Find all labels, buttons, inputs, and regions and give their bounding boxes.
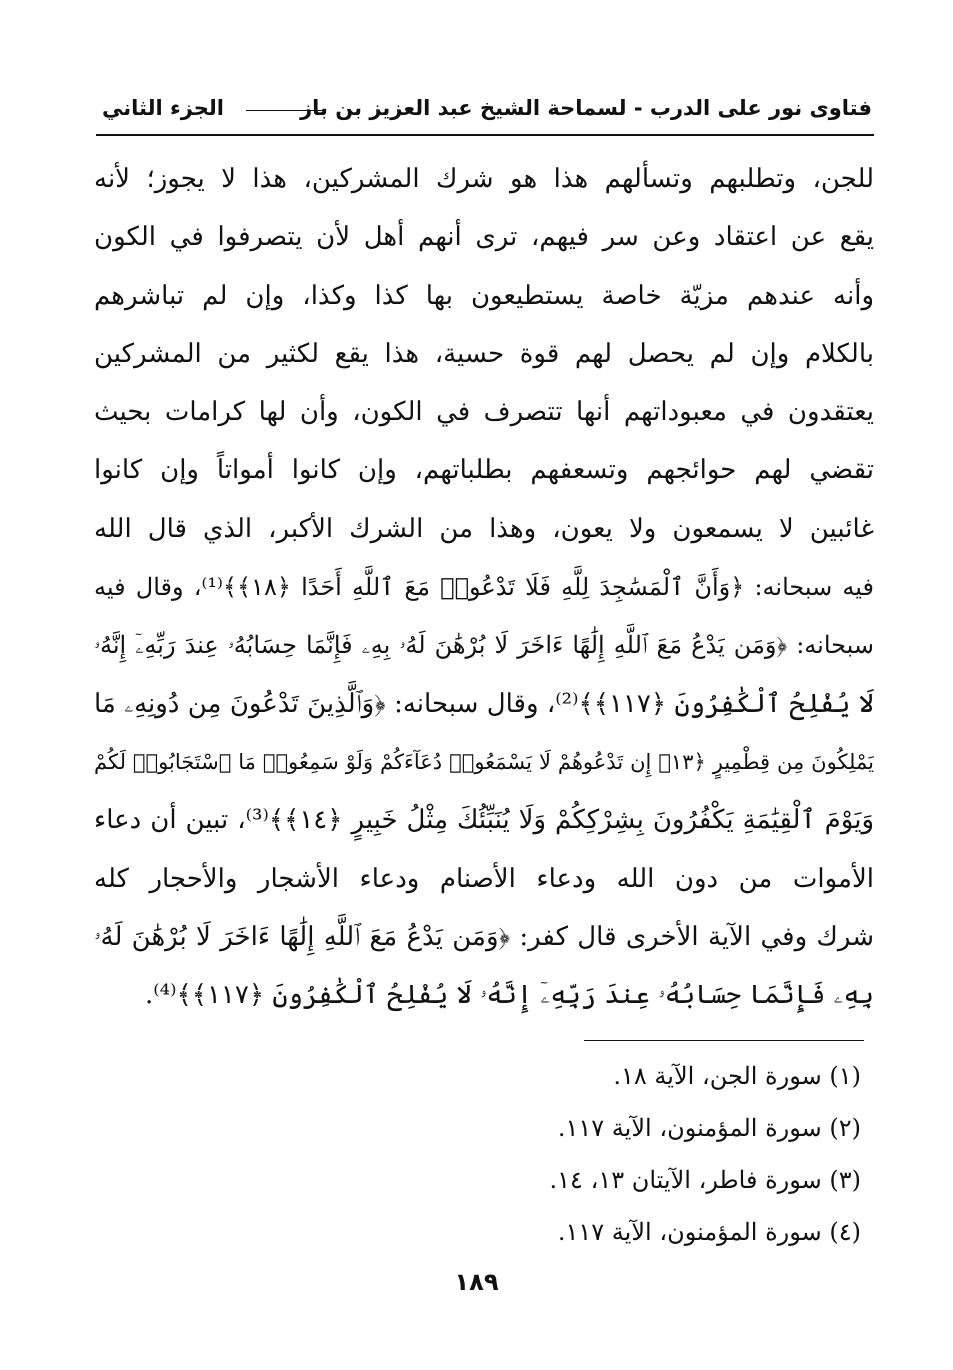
text-line: لَا يُفْلِحُ ٱلْكَٰفِرُونَ ﴿١١٧﴾﴾⁽²⁾، وقال سبحانه: ﴿وَٱلَّذِينَ تَدْعُونَ مِن دُونِهِۦ مَا [94, 688, 874, 719]
text-line: سبحانه: ﴿وَمَن يَدْعُ مَعَ ٱللَّهِ إِلَٰهًا ءَاخَرَ لَا بُرْهَٰنَ لَهُۥ بِهِۦ فَإِنَّمَا حِسَابُهُۥ عِندَ رَبِّهِۦٓ إِنَّهُۥ [94, 631, 874, 660]
header-dash-rule [246, 110, 326, 111]
footnotes [161, 1050, 861, 1258]
text-line: بالكلام وإن لم يحصل لهم قوة حسية، هذا يقع لكثير من المشركين [94, 338, 874, 369]
text-line: للجن، وتطلبهم وتسألهم هذا هو شرك المشركين، هذا لا يجوز؛ لأنه [94, 164, 874, 194]
page-number: ١٨٩ [454, 1268, 499, 1296]
text-line: وَيَوْمَ ٱلْقِيَٰمَةِ يَكْفُرُونَ بِشِرْكِكُمْ وَلَا يُنَبِّئُكَ مِثْلُ خَبِيرٍ ﴿١٤﴾﴾⁽³⁾، تبين أن دعاء [94, 805, 874, 836]
text-line: شرك وفي الآية الأخرى قال كفر: ﴿وَمَن يَدْعُ مَعَ ٱللَّهِ إِلَٰهًا ءَاخَرَ لَا بُرْهَٰنَ لَهُۥ [94, 921, 874, 952]
text-line: يعتقدون في معبوداتهم أنها تتصرف في الكون، وأن لها كرامات بحيث [94, 397, 874, 428]
footnote-separator [584, 1040, 864, 1041]
footnote: (٤) سورة المؤمنون، الآية ١١٧. [557, 1218, 861, 1246]
main-text [94, 150, 874, 1024]
header-book-title: فتاوى نور على الدرب - لسماحة الشيخ عبد العزيز بن باز [300, 96, 872, 120]
text-line: تقضي لهم حوائجهم وتسعفهم بطلباتهم، وإن كانوا أمواتاً وإن كانوا [94, 455, 874, 486]
text-line: غائبين لا يسمعون ولا يعون، وهذا من الشرك الأكبر، الذي قال الله [94, 513, 874, 544]
footnote: (١) سورة الجن، الآية ١٨. [613, 1062, 861, 1090]
text-line: يَمْلِكُونَ مِن قِطْمِيرٍ ﴿١٣﴾ إِن تَدْعُوهُمْ لَا يَسْمَعُوا۟ دُعَآءَكُمْ وَلَوْ سَمِعُوا۟ مَا ٱسْتَجَابُوا۟ لَكُمْ [94, 749, 874, 774]
text-line: وأنه عندهم مزيّة خاصة يستطيعون بها كذا وكذا، وإن لم تباشرهم [94, 280, 874, 311]
header-volume: الجزء الثاني [102, 96, 225, 120]
text-line: فيه سبحانه: ﴿وَأَنَّ ٱلْمَسَٰجِدَ لِلَّهِ فَلَا تَدْعُوا۟ مَعَ ٱللَّهِ أَحَدًا ﴿١٨﴾﴾⁽¹⁾، وقال فيه [94, 573, 874, 602]
text-line: بِهِۦ فَإِنَّمَا حِسَابُهُۥ عِندَ رَبِّهِۦٓ إِنَّهُۥ لَا يُفْلِحُ ٱلْكَٰفِرُونَ ﴿١١٧﴾﴾⁽⁴⁾. [145, 980, 874, 1011]
footnote: (٣) سورة فاطر، الآيتان ١٣، ١٤. [549, 1166, 861, 1194]
footnote: (٢) سورة المؤمنون، الآية ١١٧. [557, 1114, 861, 1142]
running-header [96, 88, 874, 136]
text-line: يقع عن اعتقاد وعن سر فيهم، ترى أنهم أهل لأن يتصرفوا في الكون [94, 222, 874, 253]
text-line: الأموات من دون الله ودعاء الأصنام ودعاء الأشجار والأحجار كله [94, 863, 874, 894]
